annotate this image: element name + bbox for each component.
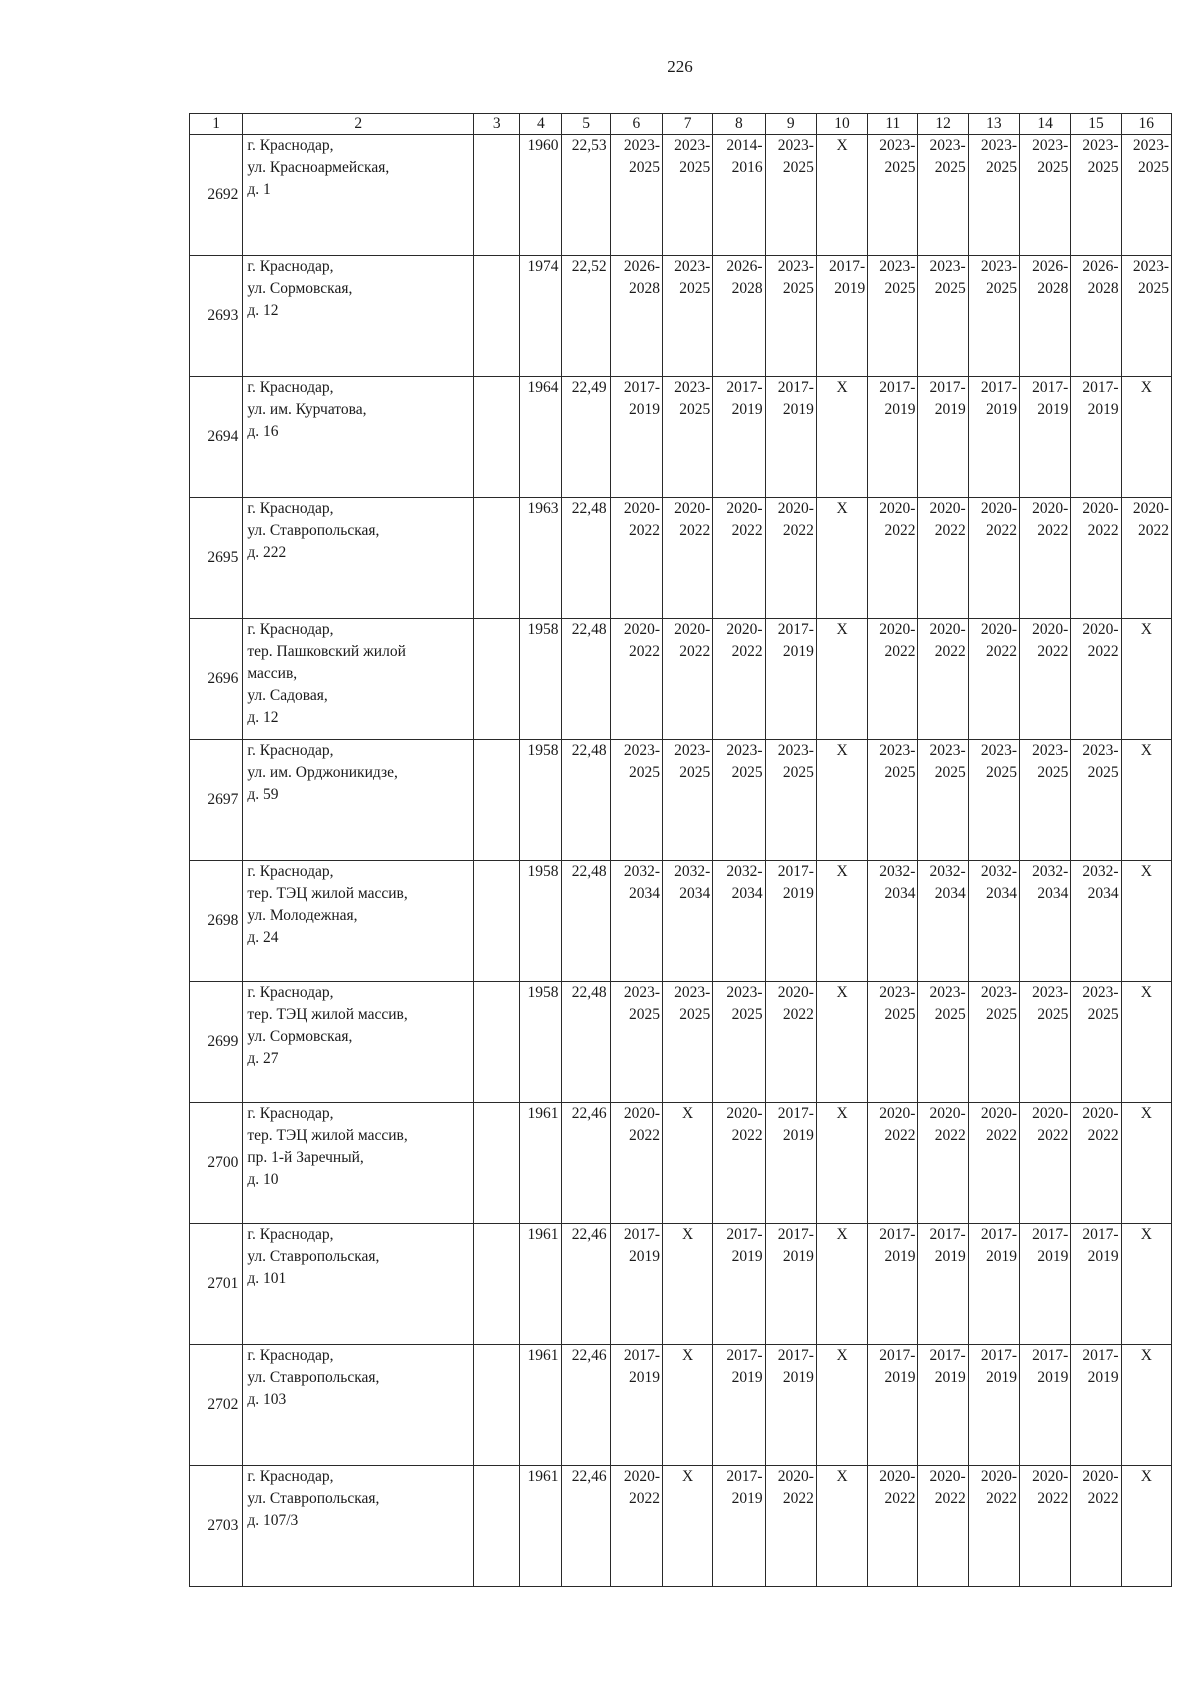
period-cell: 2017- 2019 — [968, 1224, 1019, 1345]
period-cell: 2023- 2025 — [1071, 740, 1121, 861]
period-cell: 2017- 2019 — [765, 1345, 816, 1466]
period-cell: 2014- 2016 — [713, 135, 765, 256]
period-cell: 2023- 2025 — [610, 740, 662, 861]
address-cell: г. Краснодар, ул. Сормовская, д. 12 — [243, 256, 474, 377]
column-header-12: 12 — [918, 114, 968, 135]
period-cell: 2020- 2022 — [868, 1103, 918, 1224]
table-row — [190, 256, 1172, 377]
period-cell: 2020- 2022 — [968, 498, 1019, 619]
period-cell: 2023- 2025 — [765, 740, 816, 861]
period-cell: X — [816, 1466, 867, 1587]
period-cell: 2023- 2025 — [918, 982, 968, 1103]
column-header-3: 3 — [474, 114, 520, 135]
year-built-cell: 1958 — [520, 982, 562, 1103]
year-built-cell: 1964 — [520, 377, 562, 498]
period-cell: 2032- 2034 — [713, 861, 765, 982]
period-cell: 2023- 2025 — [663, 135, 713, 256]
period-cell: 2017- 2019 — [713, 1345, 765, 1466]
row-number: 2703 — [190, 1466, 243, 1587]
column-header-6: 6 — [610, 114, 662, 135]
row-number: 2702 — [190, 1345, 243, 1466]
wear-percent-cell: 22,53 — [562, 135, 610, 256]
period-cell: 2023- 2025 — [868, 135, 918, 256]
period-cell: X — [663, 1103, 713, 1224]
period-cell: 2020- 2022 — [610, 619, 662, 740]
row-number: 2698 — [190, 861, 243, 982]
period-cell: X — [816, 377, 867, 498]
period-cell: 2020- 2022 — [1020, 1466, 1071, 1587]
year-built-cell: 1961 — [520, 1466, 562, 1587]
period-cell: X — [663, 1224, 713, 1345]
period-cell: 2023- 2025 — [663, 740, 713, 861]
wear-percent-cell: 22,52 — [562, 256, 610, 377]
period-cell: 2032- 2034 — [868, 861, 918, 982]
year-built-cell: 1963 — [520, 498, 562, 619]
period-cell: 2020- 2022 — [918, 498, 968, 619]
period-cell: 2023- 2025 — [1020, 135, 1071, 256]
period-cell: 2023- 2025 — [1020, 740, 1071, 861]
empty-cell — [474, 861, 520, 982]
empty-cell — [474, 619, 520, 740]
period-cell: 2017- 2019 — [765, 861, 816, 982]
period-cell: 2017- 2019 — [968, 377, 1019, 498]
period-cell: 2017- 2019 — [918, 377, 968, 498]
table-row — [190, 1224, 1172, 1345]
period-cell: X — [816, 1224, 867, 1345]
period-cell: X — [1121, 982, 1171, 1103]
column-header-8: 8 — [713, 114, 765, 135]
period-cell: 2017- 2019 — [713, 1224, 765, 1345]
period-cell: 2017- 2019 — [765, 619, 816, 740]
wear-percent-cell: 22,48 — [562, 619, 610, 740]
period-cell: 2017- 2019 — [610, 377, 662, 498]
wear-percent-cell: 22,48 — [562, 740, 610, 861]
period-cell: X — [816, 1103, 867, 1224]
row-number: 2695 — [190, 498, 243, 619]
period-cell: 2023- 2025 — [713, 740, 765, 861]
page-number: 226 — [667, 57, 693, 76]
column-header-4: 4 — [520, 114, 562, 135]
year-built-cell: 1960 — [520, 135, 562, 256]
row-number: 2693 — [190, 256, 243, 377]
period-cell: 2020- 2022 — [1020, 1103, 1071, 1224]
period-cell: 2023- 2025 — [918, 740, 968, 861]
period-cell: X — [1121, 1345, 1171, 1466]
period-cell: 2017- 2019 — [868, 1345, 918, 1466]
period-cell: 2017- 2019 — [610, 1224, 662, 1345]
year-built-cell: 1961 — [520, 1224, 562, 1345]
period-cell: 2032- 2034 — [918, 861, 968, 982]
period-cell: 2020- 2022 — [868, 619, 918, 740]
period-cell: 2017- 2019 — [1020, 1345, 1071, 1466]
period-cell: X — [816, 135, 867, 256]
period-cell: 2026- 2028 — [1071, 256, 1121, 377]
period-cell: 2023- 2025 — [918, 135, 968, 256]
period-cell: 2023- 2025 — [765, 135, 816, 256]
period-cell: 2017- 2019 — [765, 377, 816, 498]
wear-percent-cell: 22,46 — [562, 1345, 610, 1466]
period-cell: 2017- 2019 — [610, 1345, 662, 1466]
empty-cell — [474, 1466, 520, 1587]
column-header-15: 15 — [1071, 114, 1121, 135]
period-cell: 2020- 2022 — [1121, 498, 1171, 619]
period-cell: X — [663, 1345, 713, 1466]
period-cell: 2017- 2019 — [918, 1224, 968, 1345]
table-row — [190, 1466, 1172, 1587]
period-cell: 2017- 2019 — [918, 1345, 968, 1466]
period-cell: 2020- 2022 — [968, 1103, 1019, 1224]
period-cell: 2023- 2025 — [1020, 982, 1071, 1103]
period-cell: 2023- 2025 — [1121, 135, 1171, 256]
year-built-cell: 1961 — [520, 1345, 562, 1466]
year-built-cell: 1958 — [520, 619, 562, 740]
column-header-10: 10 — [816, 114, 867, 135]
period-cell: 2020- 2022 — [968, 619, 1019, 740]
period-cell: 2020- 2022 — [918, 1103, 968, 1224]
period-cell: 2017- 2019 — [1071, 1345, 1121, 1466]
table-row — [190, 135, 1172, 256]
period-cell: 2020- 2022 — [765, 1466, 816, 1587]
address-cell: г. Краснодар, тер. ТЭЦ жилой массив, ул. Молодежная, д. 24 — [243, 861, 474, 982]
period-cell: 2020- 2022 — [765, 982, 816, 1103]
address-cell: г. Краснодар, тер. ТЭЦ жилой массив, ул. Сормовская, д. 27 — [243, 982, 474, 1103]
period-cell: X — [1121, 861, 1171, 982]
address-cell: г. Краснодар, ул. Красноармейская, д. 1 — [243, 135, 474, 256]
table-row — [190, 1103, 1172, 1224]
period-cell: 2017- 2019 — [868, 1224, 918, 1345]
period-cell: 2023- 2025 — [918, 256, 968, 377]
empty-cell — [474, 256, 520, 377]
address-cell: г. Краснодар, ул. Ставропольская, д. 101 — [243, 1224, 474, 1345]
address-cell: г. Краснодар, тер. ТЭЦ жилой массив, пр. 1-й Заречный, д. 10 — [243, 1103, 474, 1224]
address-cell: г. Краснодар, ул. Ставропольская, д. 103 — [243, 1345, 474, 1466]
wear-percent-cell: 22,48 — [562, 861, 610, 982]
row-number: 2694 — [190, 377, 243, 498]
period-cell: X — [816, 861, 867, 982]
row-number: 2699 — [190, 982, 243, 1103]
period-cell: 2023- 2025 — [868, 982, 918, 1103]
period-cell: 2032- 2034 — [1071, 861, 1121, 982]
address-cell: г. Краснодар, ул. им. Орджоникидзе, д. 59 — [243, 740, 474, 861]
period-cell: 2020- 2022 — [868, 498, 918, 619]
table-row — [190, 377, 1172, 498]
address-cell: г. Краснодар, тер. Пашковский жилой массив, ул. Садовая, д. 12 — [243, 619, 474, 740]
period-cell: X — [816, 619, 867, 740]
period-cell: 2023- 2025 — [968, 135, 1019, 256]
period-cell: 2023- 2025 — [765, 256, 816, 377]
period-cell: X — [1121, 740, 1171, 861]
year-built-cell: 1958 — [520, 740, 562, 861]
period-cell: 2023- 2025 — [1071, 135, 1121, 256]
period-cell: 2017- 2019 — [868, 377, 918, 498]
period-cell: 2020- 2022 — [868, 1466, 918, 1587]
empty-cell — [474, 1345, 520, 1466]
period-cell: 2020- 2022 — [610, 1466, 662, 1587]
housing-register-table — [189, 113, 1172, 1587]
period-cell: 2017- 2019 — [1020, 377, 1071, 498]
period-cell: 2032- 2034 — [968, 861, 1019, 982]
period-cell: 2020- 2022 — [1071, 619, 1121, 740]
address-cell: г. Краснодар, ул. Ставропольская, д. 107/3 — [243, 1466, 474, 1587]
period-cell: 2023- 2025 — [610, 982, 662, 1103]
period-cell: 2020- 2022 — [610, 498, 662, 619]
period-cell: 2026- 2028 — [610, 256, 662, 377]
period-cell: X — [1121, 1224, 1171, 1345]
period-cell: 2023- 2025 — [663, 377, 713, 498]
column-header-7: 7 — [663, 114, 713, 135]
period-cell: 2020- 2022 — [663, 619, 713, 740]
empty-cell — [474, 135, 520, 256]
period-cell: 2017- 2019 — [765, 1224, 816, 1345]
period-cell: 2020- 2022 — [1020, 498, 1071, 619]
empty-cell — [474, 1103, 520, 1224]
row-number: 2700 — [190, 1103, 243, 1224]
period-cell: X — [1121, 1466, 1171, 1587]
period-cell: X — [816, 982, 867, 1103]
period-cell: 2023- 2025 — [1071, 982, 1121, 1103]
empty-cell — [474, 1224, 520, 1345]
period-cell: 2020- 2022 — [918, 619, 968, 740]
period-cell: 2020- 2022 — [968, 1466, 1019, 1587]
period-cell: X — [1121, 377, 1171, 498]
year-built-cell: 1961 — [520, 1103, 562, 1224]
period-cell: 2023- 2025 — [968, 256, 1019, 377]
address-cell: г. Краснодар, ул. им. Курчатова, д. 16 — [243, 377, 474, 498]
period-cell: 2020- 2022 — [1071, 498, 1121, 619]
period-cell: 2023- 2025 — [968, 740, 1019, 861]
period-cell: X — [816, 740, 867, 861]
period-cell: 2017- 2019 — [968, 1345, 1019, 1466]
period-cell: 2023- 2025 — [868, 740, 918, 861]
column-number-header — [190, 114, 1172, 135]
column-header-13: 13 — [968, 114, 1019, 135]
period-cell: 2023- 2025 — [868, 256, 918, 377]
table-row — [190, 982, 1172, 1103]
period-cell: 2020- 2022 — [610, 1103, 662, 1224]
row-number: 2692 — [190, 135, 243, 256]
wear-percent-cell: 22,48 — [562, 498, 610, 619]
column-header-1: 1 — [190, 114, 243, 135]
period-cell: 2017- 2019 — [713, 1466, 765, 1587]
period-cell: X — [816, 498, 867, 619]
column-header-5: 5 — [562, 114, 610, 135]
period-cell: 2017- 2019 — [1071, 1224, 1121, 1345]
wear-percent-cell: 22,46 — [562, 1466, 610, 1587]
table-row — [190, 1345, 1172, 1466]
period-cell: 2023- 2025 — [713, 982, 765, 1103]
period-cell: 2032- 2034 — [610, 861, 662, 982]
table-row — [190, 740, 1172, 861]
period-cell: 2032- 2034 — [663, 861, 713, 982]
table-row — [190, 619, 1172, 740]
column-header-11: 11 — [868, 114, 918, 135]
period-cell: 2017- 2019 — [816, 256, 867, 377]
period-cell: 2020- 2022 — [1071, 1103, 1121, 1224]
column-header-2: 2 — [243, 114, 474, 135]
period-cell: 2020- 2022 — [1020, 619, 1071, 740]
period-cell: 2017- 2019 — [1020, 1224, 1071, 1345]
column-header-14: 14 — [1020, 114, 1071, 135]
wear-percent-cell: 22,49 — [562, 377, 610, 498]
period-cell: X — [1121, 1103, 1171, 1224]
period-cell: 2023- 2025 — [663, 982, 713, 1103]
period-cell: 2023- 2025 — [610, 135, 662, 256]
empty-cell — [474, 498, 520, 619]
empty-cell — [474, 377, 520, 498]
period-cell: 2017- 2019 — [713, 377, 765, 498]
column-header-16: 16 — [1121, 114, 1171, 135]
period-cell: 2020- 2022 — [1071, 1466, 1121, 1587]
table-body — [190, 135, 1172, 1587]
column-header-9: 9 — [765, 114, 816, 135]
period-cell: 2020- 2022 — [663, 498, 713, 619]
period-cell: 2020- 2022 — [713, 498, 765, 619]
wear-percent-cell: 22,46 — [562, 1224, 610, 1345]
period-cell: X — [1121, 619, 1171, 740]
period-cell: 2020- 2022 — [713, 619, 765, 740]
wear-percent-cell: 22,48 — [562, 982, 610, 1103]
empty-cell — [474, 982, 520, 1103]
period-cell: 2020- 2022 — [765, 498, 816, 619]
empty-cell — [474, 740, 520, 861]
period-cell: 2026- 2028 — [713, 256, 765, 377]
period-cell: 2017- 2019 — [1071, 377, 1121, 498]
year-built-cell: 1974 — [520, 256, 562, 377]
year-built-cell: 1958 — [520, 861, 562, 982]
period-cell: 2023- 2025 — [1121, 256, 1171, 377]
row-number: 2696 — [190, 619, 243, 740]
row-number: 2701 — [190, 1224, 243, 1345]
table-row — [190, 861, 1172, 982]
period-cell: 2032- 2034 — [1020, 861, 1071, 982]
address-cell: г. Краснодар, ул. Ставропольская, д. 222 — [243, 498, 474, 619]
wear-percent-cell: 22,46 — [562, 1103, 610, 1224]
period-cell: 2023- 2025 — [663, 256, 713, 377]
period-cell: 2020- 2022 — [713, 1103, 765, 1224]
table-row — [190, 498, 1172, 619]
row-number: 2697 — [190, 740, 243, 861]
period-cell: 2023- 2025 — [968, 982, 1019, 1103]
period-cell: X — [663, 1466, 713, 1587]
period-cell: 2017- 2019 — [765, 1103, 816, 1224]
period-cell: X — [816, 1345, 867, 1466]
period-cell: 2020- 2022 — [918, 1466, 968, 1587]
period-cell: 2026- 2028 — [1020, 256, 1071, 377]
